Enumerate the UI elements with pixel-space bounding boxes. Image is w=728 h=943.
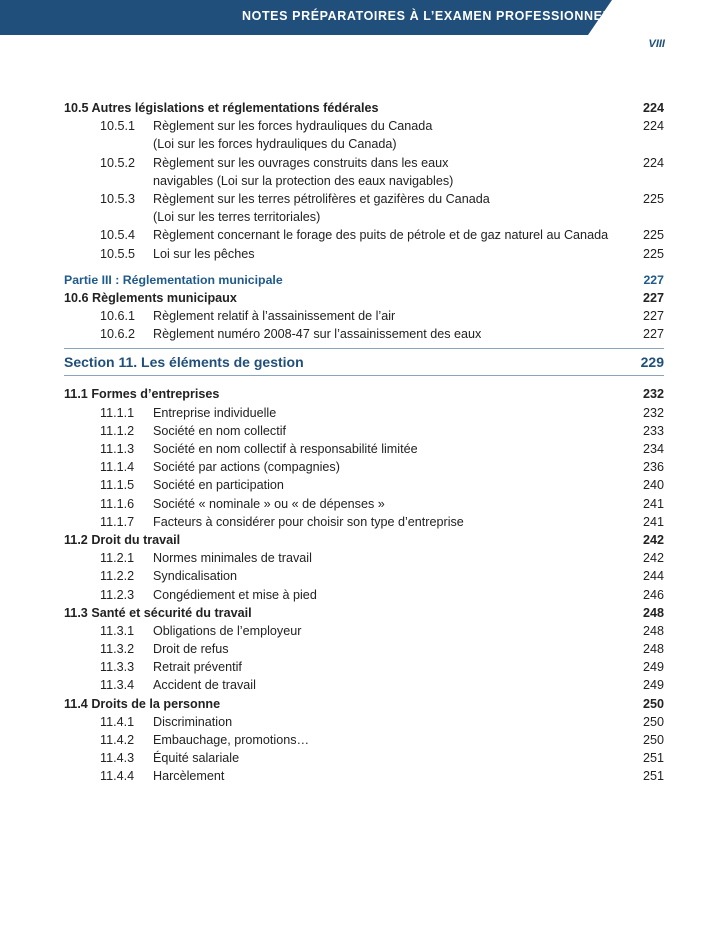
toc-subentry-11-4-3[interactable] <box>64 749 664 767</box>
toc-partie-page: 227 <box>643 272 664 287</box>
toc-subentry-11-1-2[interactable] <box>64 422 664 440</box>
toc-section-11[interactable] <box>64 349 664 375</box>
toc-subentry-page: 242 <box>642 551 664 566</box>
toc-section-label: Section 11. Les éléments de gestion <box>64 354 304 371</box>
toc-subentry-title-continued: (Loi sur les forces hydrauliques du Canada) <box>153 137 397 152</box>
toc-subentry-number: 11.3.4 <box>100 678 135 693</box>
toc-subentry-number: 11.1.4 <box>100 460 135 475</box>
toc-subentry-page: 241 <box>642 514 664 529</box>
toc-subentry-page: 248 <box>642 642 664 657</box>
toc-subentry-11-2-1[interactable] <box>64 549 664 567</box>
toc-entry-11-1[interactable] <box>64 385 664 403</box>
toc-subentry-number: 11.3.1 <box>100 623 135 638</box>
toc-subentry-title: Société en nom collectif à responsabilité limitée <box>153 442 418 456</box>
toc-subentry-page: 240 <box>642 478 664 493</box>
toc-entry-10-5[interactable] <box>64 99 664 117</box>
toc-subentry-title: Règlement sur les ouvrages construits dans les eaux <box>153 155 449 170</box>
toc-subentry-title: Règlement relatif à l’assainissement de l’air <box>153 309 396 324</box>
toc-subentry-title: Société en participation <box>153 478 284 493</box>
toc-subentry-number: 10.5.5 <box>100 246 136 261</box>
toc-subentry-number: 11.2.3 <box>100 587 135 602</box>
toc-entry-page: 232 <box>642 387 664 402</box>
toc-subentry-page: 225 <box>642 246 664 261</box>
toc-subentry-number: 11.4.2 <box>100 733 135 747</box>
toc-subentry-title: Facteurs à considérer pour choisir son type d’entreprise <box>153 514 464 529</box>
toc-subentry-continuation <box>64 172 664 190</box>
toc-subentry-10-5-2[interactable] <box>64 154 664 172</box>
toc-entry-page: 242 <box>642 532 664 547</box>
toc-subentry-11-2-3[interactable] <box>64 586 664 604</box>
toc-subentry-number: 10.5.2 <box>100 155 136 170</box>
toc-entry-10-6[interactable] <box>64 289 664 307</box>
toc-subentry-number: 11.1.1 <box>100 405 135 420</box>
toc-subentry-11-2-2[interactable] <box>64 567 664 585</box>
toc-subentry-title: Syndicalisation <box>153 569 238 584</box>
toc-subentry-number: 11.4.4 <box>100 769 135 784</box>
toc-subentry-title-continued: (Loi sur les terres territoriales) <box>153 210 321 225</box>
toc-subentry-title: Droit de refus <box>153 642 229 657</box>
toc-subentry-page: 227 <box>642 327 664 342</box>
toc-partie-label: Partie III : Réglementation municipale <box>64 272 283 287</box>
toc-subentry-number: 10.5.4 <box>100 228 136 243</box>
toc-subentry-title: Règlement sur les forces hydrauliques du Canada <box>153 119 433 134</box>
toc-entry-label: 10.5 Autres législations et réglementations fédérales <box>64 101 379 115</box>
header-banner <box>0 0 728 35</box>
toc-subentry-page: 224 <box>642 155 664 170</box>
toc-subentry-11-3-1[interactable] <box>64 622 664 640</box>
toc-subentry-title: Normes minimales de travail <box>153 551 312 566</box>
toc-subentry-number: 11.3.2 <box>100 642 135 657</box>
toc-subentry-number: 10.6.2 <box>100 327 136 342</box>
toc-subentry-title: Discrimination <box>153 714 233 729</box>
toc-subentry-title: Règlement sur les terres pétrolifères et gazifères du Canada <box>153 191 490 206</box>
toc-subentry-page: 250 <box>642 714 664 729</box>
toc-entry-11-4[interactable] <box>64 695 664 713</box>
toc-entry-page: 248 <box>642 605 664 620</box>
toc-subentry-title: Société en nom collectif <box>153 423 287 438</box>
toc-subentry-11-3-3[interactable] <box>64 658 664 676</box>
toc-subentry-title: Retrait préventif <box>153 660 242 675</box>
toc-subentry-page: 246 <box>642 587 664 602</box>
toc-subentry-number: 11.1.5 <box>100 478 135 493</box>
toc-subentry-11-1-7[interactable] <box>64 513 664 531</box>
toc-subentry-title: Règlement concernant le forage des puits de pétrole et de gaz naturel au Canada <box>153 228 609 243</box>
toc-subentry-page: 232 <box>642 405 664 420</box>
toc-subentry-10-5-4[interactable] <box>64 226 664 244</box>
toc-subentry-title: Harcèlement <box>153 769 225 784</box>
toc-subentry-11-1-5[interactable] <box>64 476 664 494</box>
toc-subentry-10-6-1[interactable] <box>64 307 664 325</box>
toc-subentry-11-3-2[interactable] <box>64 640 664 658</box>
toc-subentry-number: 10.6.1 <box>100 309 136 324</box>
toc-subentry-title: Règlement numéro 2008-47 sur l’assainissement des eaux <box>153 327 482 342</box>
toc-subentry-page: 250 <box>642 733 664 747</box>
toc-subentry-page: 244 <box>642 569 664 584</box>
toc-subentry-11-4-4[interactable] <box>64 767 664 785</box>
toc-subentry-page: 224 <box>642 119 664 134</box>
toc-subentry-number: 11.1.7 <box>100 514 135 529</box>
toc-entry-label: 11.2 Droit du travail <box>64 532 181 547</box>
toc-subentry-number: 11.2.1 <box>100 551 135 566</box>
toc-subentry-continuation <box>64 135 664 153</box>
toc-subentry-11-1-1[interactable] <box>64 404 664 422</box>
toc-entry-page: 250 <box>642 696 664 711</box>
toc-subentry-page: 236 <box>642 460 664 475</box>
banner-title: NOTES PRÉPARATOIRES À L’EXAMEN PROFESSIONNEL <box>242 9 611 23</box>
toc-subentry-number: 11.2.2 <box>100 569 135 584</box>
toc-subentry-number: 11.1.2 <box>100 423 135 438</box>
toc-subentry-11-1-4[interactable] <box>64 458 664 476</box>
page-number-roman: VIII <box>648 38 665 50</box>
toc-entry-page: 227 <box>642 290 664 305</box>
toc-subentry-10-5-5[interactable] <box>64 245 664 263</box>
toc-subentry-10-6-2[interactable] <box>64 325 664 343</box>
toc-subentry-page: 248 <box>642 623 664 638</box>
toc-entry-label: 10.6 Règlements municipaux <box>64 290 237 305</box>
toc-subentry-title: Équité salariale <box>153 751 240 766</box>
toc-subentry-11-1-3[interactable] <box>64 440 664 458</box>
toc-subentry-number: 10.5.1 <box>100 119 136 134</box>
toc-subentry-page: 241 <box>642 496 664 511</box>
toc-subentry-title-continued: navigables (Loi sur la protection des eaux navigables) <box>153 173 454 188</box>
toc-subentry-number: 10.5.3 <box>100 191 136 206</box>
toc-subentry-11-3-4[interactable] <box>64 676 664 694</box>
toc-subentry-10-5-1[interactable] <box>64 117 664 135</box>
toc-subentry-title: Congédiement et mise à pied <box>153 587 317 602</box>
toc-subentry-number: 11.4.1 <box>100 714 135 729</box>
toc-subentry-page: 225 <box>642 191 664 206</box>
toc-subentry-title: Entreprise individuelle <box>153 405 277 420</box>
toc-subentry-number: 11.4.3 <box>100 751 135 766</box>
toc-subentry-title: Loi sur les pêches <box>153 246 255 261</box>
toc-subentry-title: Obligations de l’employeur <box>153 623 302 638</box>
toc-entry-label: 11.1 Formes d’entreprises <box>64 387 220 402</box>
toc-subentry-page: 225 <box>642 228 664 243</box>
toc-subentry-title: Accident de travail <box>153 678 256 693</box>
toc-subentry-page: 227 <box>642 309 664 324</box>
toc-subentry-10-5-3[interactable] <box>64 190 664 208</box>
toc-subentry-title: Embauchage, promotions… <box>153 733 310 747</box>
toc-section-page: 229 <box>640 354 664 371</box>
toc-entry-label: 11.3 Santé et sécurité du travail <box>64 605 252 620</box>
toc-subentry-page: 249 <box>642 660 664 675</box>
toc-subentry-number: 11.3.3 <box>100 660 135 675</box>
toc-subentry-title: Société « nominale » ou « de dépenses » <box>153 496 385 511</box>
toc-subentry-page: 233 <box>642 423 664 438</box>
toc-entry-11-3[interactable] <box>64 604 664 622</box>
toc-subentry-page: 251 <box>642 769 664 784</box>
toc-entry-11-2[interactable] <box>64 531 664 549</box>
toc-subentry-11-4-2[interactable] <box>64 731 664 749</box>
toc-subentry-page: 234 <box>642 442 664 456</box>
toc-entry-page: 224 <box>642 101 664 115</box>
toc-partie-iii[interactable] <box>64 271 664 289</box>
toc-subentry-continuation <box>64 208 664 226</box>
toc-subentry-page: 249 <box>642 678 664 693</box>
toc-subentry-11-4-1[interactable] <box>64 713 664 731</box>
toc-subentry-11-1-6[interactable] <box>64 495 664 513</box>
toc-subentry-number: 11.1.3 <box>100 442 135 456</box>
table-of-contents <box>64 99 664 786</box>
toc-subentry-title: Société par actions (compagnies) <box>153 460 340 475</box>
toc-subentry-page: 251 <box>642 751 664 766</box>
toc-subentry-number: 11.1.6 <box>100 496 135 511</box>
toc-entry-label: 11.4 Droits de la personne <box>64 696 221 711</box>
